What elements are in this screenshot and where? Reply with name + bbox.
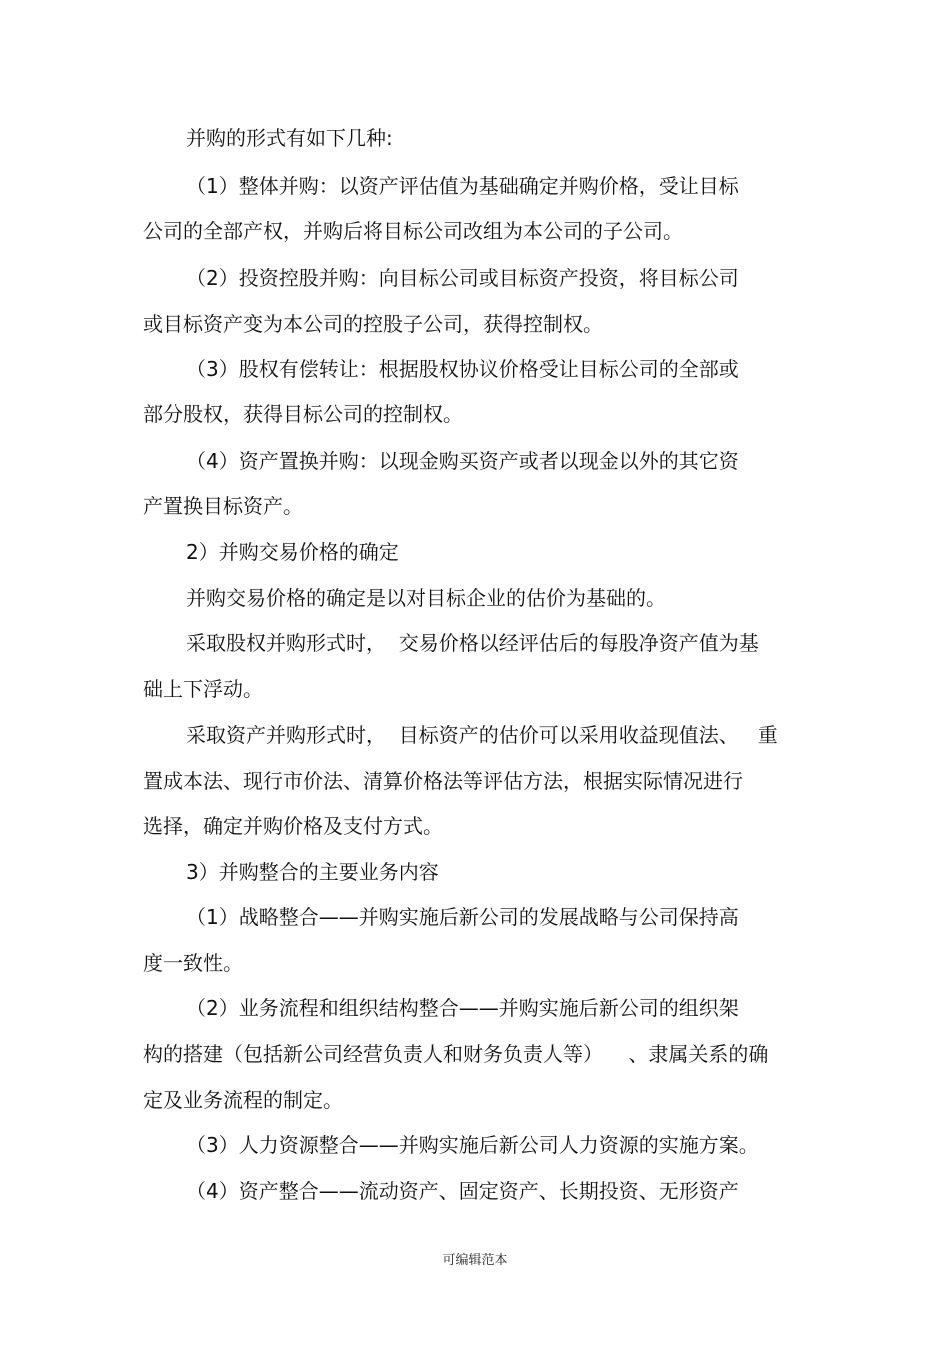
text-line-3: 公司的全部产权，并购后将目标公司改组为本公司的子公司。 bbox=[143, 219, 683, 243]
text-line-15: 置成本法、现行市价法、清算价格法等评估方法，根据实际情况进行 bbox=[143, 769, 743, 793]
text-line-12: 采取股权并购形式时， 交易价格以经评估后的每股净资产值为基 bbox=[186, 631, 759, 655]
text-line-1: 并购的形式有如下几种: bbox=[186, 126, 393, 150]
text-line-18: （1）战略整合——并购实施后新公司的发展战略与公司保持高 bbox=[186, 905, 739, 929]
text-line-13: 础上下浮动。 bbox=[143, 677, 263, 701]
text-line-20: （2）业务流程和组织结构整合——并购实施后新公司的组织架 bbox=[186, 996, 739, 1020]
text-line-8: （4）资产置换并购：以现金购买资产或者以现金以外的其它资 bbox=[186, 449, 739, 473]
text-line-22: 定及业务流程的制定。 bbox=[143, 1088, 343, 1112]
text-line-2: （1）整体并购：以资产评估值为基础确定并购价格，受让目标 bbox=[186, 174, 739, 198]
section-heading-3: 3）并购整合的主要业务内容 bbox=[186, 860, 439, 884]
text-line-7: 部分股权，获得目标公司的控制权。 bbox=[143, 402, 463, 426]
text-line-6: （3）股权有偿转让：根据股权协议价格受让目标公司的全部或 bbox=[186, 357, 739, 381]
text-line-11: 并购交易价格的确定是以对目标企业的估价为基础的。 bbox=[186, 586, 666, 610]
page-footer: 可编辑范本 bbox=[442, 1253, 508, 1268]
text-line-19: 度一致性。 bbox=[143, 951, 243, 975]
text-line-9: 产置换目标资产。 bbox=[143, 494, 303, 518]
text-line-5: 或目标资产变为本公司的控股子公司，获得控制权。 bbox=[143, 312, 603, 336]
text-line-14: 采取资产并购形式时， 目标资产的估价可以采用收益现值法、 重 bbox=[186, 723, 778, 747]
text-line-23: （3）人力资源整合——并购实施后新公司人力资源的实施方案。 bbox=[186, 1133, 759, 1157]
section-heading-2: 2）并购交易价格的确定 bbox=[186, 540, 399, 564]
text-line-24: （4）资产整合——流动资产、固定资产、长期投资、无形资产 bbox=[186, 1179, 739, 1203]
text-line-21: 构的搭建（包括新公司经营负责人和财务负责人等） 、隶属关系的确 bbox=[143, 1042, 769, 1066]
text-line-16: 选择，确定并购价格及支付方式。 bbox=[143, 814, 443, 838]
text-line-4: （2）投资控股并购：向目标公司或目标资产投资，将目标公司 bbox=[186, 266, 739, 290]
